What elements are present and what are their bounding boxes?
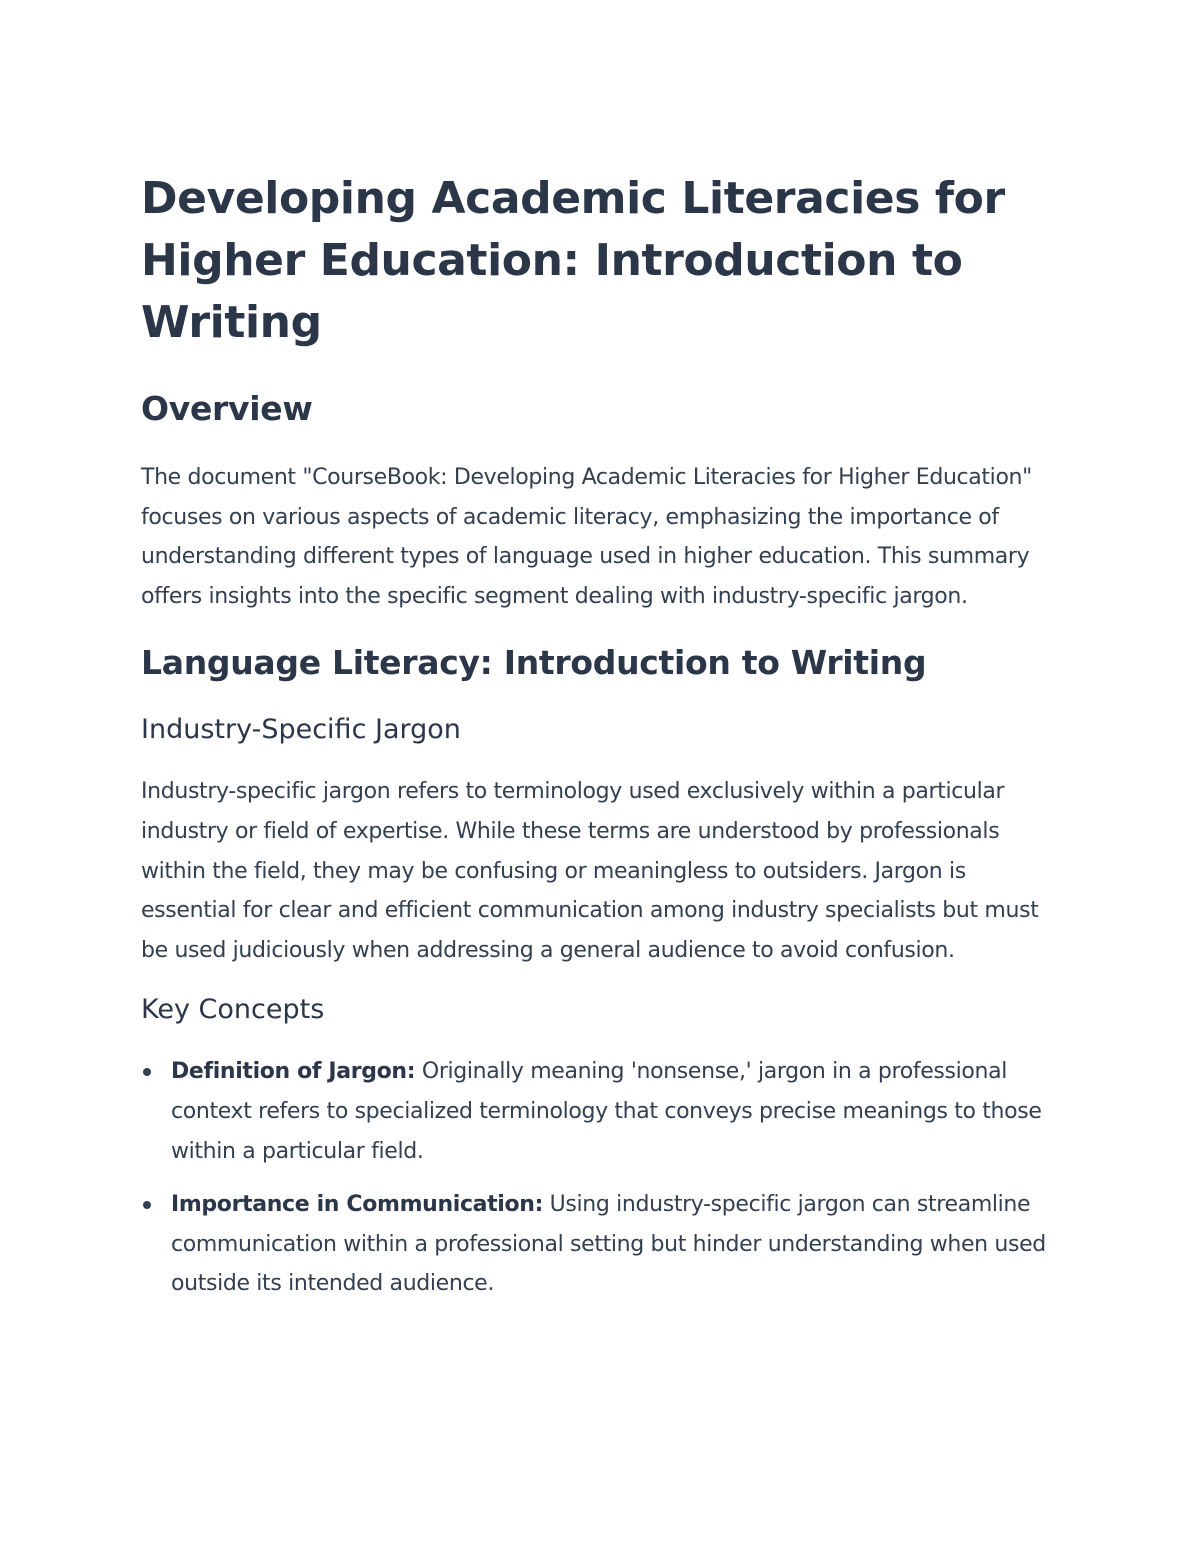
key-concepts-heading: Key Concepts [141,994,325,1026]
language-literacy-heading: Language Literacy: Introduction to Writing [141,643,927,683]
overview-paragraph: The document "CourseBook: Developing Academic Literacies for Higher Education" focuses on various aspects of academic literacy, emphasizing the importance of understanding different types of language used in higher education. This summary offers insights into the specific segment dealing with industry-specific jargon. [141,465,1032,609]
list-item [141,1185,1061,1304]
bullet-dot-icon [143,1201,151,1209]
bullet-term: Importance in Communication: [171,1192,544,1218]
bullet-term: Definition of Jargon: [171,1059,416,1085]
bullet-dot-icon [143,1068,151,1076]
bullet-text: Originally meaning 'nonsense,' jargon in a professional context refers to specialized terminology that conveys precise meanings to those within a particular field. [171,1059,1042,1164]
key-concepts-list [141,1052,1061,1304]
list-item [141,1052,1061,1171]
page-title: Developing Academic Literacies for Higher Education: Introduction to Writing [141,173,1005,348]
document-page [141,168,1061,1318]
overview-heading: Overview [141,389,313,428]
industry-jargon-heading: Industry-Specific Jargon [141,714,461,746]
industry-jargon-paragraph: Industry-specific jargon refers to terminology used exclusively within a particular industry or field of expertise. While these terms are understood by professionals within the field, they may be confusing or meaningless to outsiders. Jargon is essential for clear and efficient communication among industry specialists but must be used judiciously when addressing a general audience to avoid confusion. [141,779,1039,963]
bullet-text: Using industry-specific jargon can streamline communication within a professional setting but hinder understanding when used outside its intended audience. [171,1192,1046,1297]
